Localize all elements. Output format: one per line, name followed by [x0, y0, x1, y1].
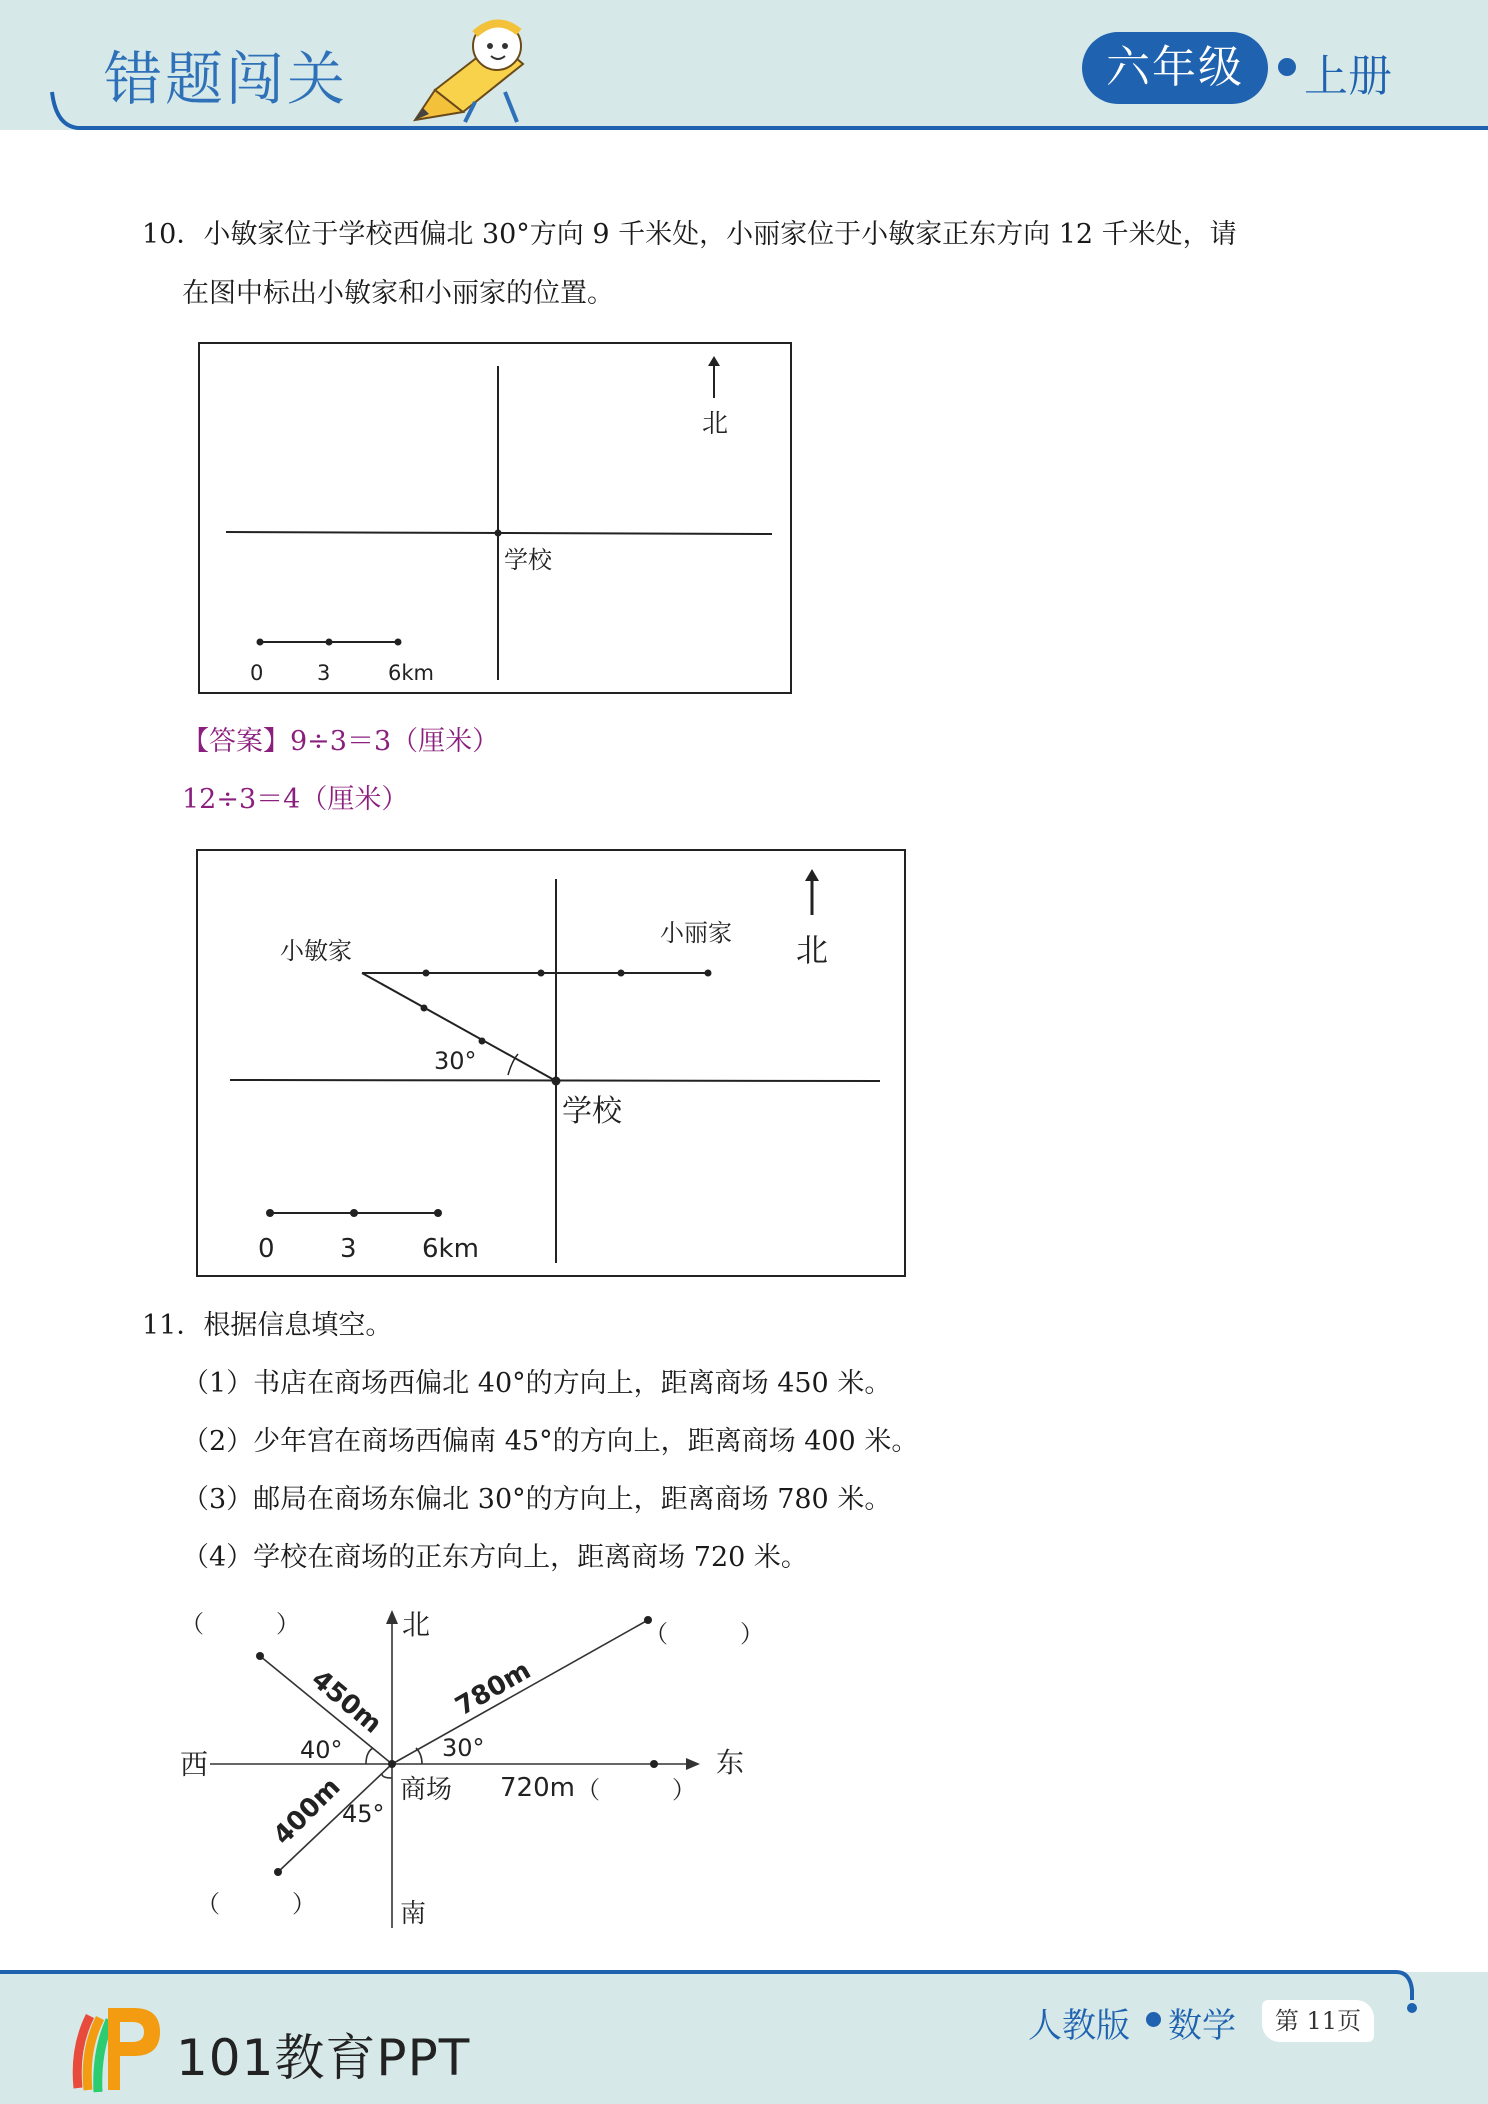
- q11-east-label: 东: [716, 1746, 745, 1779]
- page-number: 第 11页: [1262, 2000, 1374, 2042]
- map2-xiaomin-label: 小敏家: [280, 937, 352, 965]
- q11-item-3: （3）邮局在商场东偏北 30°的方向上，距离商场 780 米。: [182, 1484, 892, 1515]
- q11-item-2: （2）少年宫在商场西偏南 45°的方向上，距离商场 400 米。: [182, 1426, 919, 1457]
- q11-nw-distance: 450m: [305, 1664, 388, 1740]
- q11-blank-youthpalace: （ ）: [196, 1890, 316, 1918]
- q11-blank-school: （ ）: [576, 1776, 696, 1804]
- q11-e-distance: 720m: [500, 1773, 575, 1803]
- map1-school-dot: [495, 530, 502, 537]
- brand-name: 101教育PPT: [176, 2029, 471, 2087]
- q11-west-label: 西: [180, 1748, 209, 1781]
- map2-xiaoli-label: 小丽家: [660, 919, 732, 947]
- q11-south-label: 南: [400, 1899, 427, 1929]
- q11-title: 11．根据信息填空。: [142, 1310, 393, 1341]
- map1-scale-3: 3: [317, 661, 331, 685]
- pencil-mascot-icon: [405, 12, 555, 124]
- q11-direction-diagram: [170, 1598, 790, 1938]
- term-label: 上册: [1304, 51, 1392, 102]
- edition-label: 人教版: [1028, 2006, 1130, 2046]
- map2-scale-0: 0: [258, 1234, 275, 1264]
- q11-north-label: 北: [402, 1608, 431, 1641]
- map2-north-label: 北: [796, 931, 829, 969]
- q11-item-1: （1）书店在商场西偏北 40°的方向上，距离商场 450 米。: [182, 1368, 892, 1399]
- q11-blank-bookstore: （ ）: [180, 1610, 300, 1638]
- map2-scale-6km: 6km: [422, 1234, 479, 1264]
- map2-angle-label: 30°: [434, 1047, 477, 1075]
- map1-north-label: 北: [702, 409, 729, 439]
- q11-center-label: 商场: [400, 1775, 453, 1805]
- map2-school-label: 学校: [562, 1094, 622, 1129]
- q11-sw-angle: 45°: [342, 1800, 385, 1828]
- q11-item-4: （4）学校在商场的正东方向上，距离商场 720 米。: [182, 1542, 808, 1573]
- grade-badge: 六年级: [1082, 32, 1268, 104]
- map1-scale-6km: 6km: [388, 661, 434, 685]
- q11-sw-distance: 400m: [267, 1772, 347, 1851]
- q11-blank-postoffice: （ ）: [644, 1620, 764, 1648]
- header-dot: [1278, 58, 1296, 76]
- subject-label: 数学: [1168, 2006, 1236, 2046]
- q10-answer-map: [196, 849, 908, 1279]
- q10-line2: 在图中标出小敏家和小丽家的位置。: [182, 278, 614, 309]
- map2-school-dot: [552, 1077, 561, 1086]
- q11-ne-line: [392, 1620, 648, 1764]
- footer-dot: [1146, 2012, 1161, 2027]
- q11-ne-angle: 30°: [442, 1734, 485, 1762]
- q10-blank-map: [198, 342, 794, 696]
- map2-scale-3: 3: [340, 1234, 357, 1264]
- q11-center-dot: [388, 1760, 396, 1768]
- map1-scale-0: 0: [250, 661, 264, 685]
- brand-logo-icon: [68, 1998, 168, 2094]
- q10-line1: 10．小敏家位于学校西偏北 30°方向 9 千米处，小丽家位于小敏家正东方向 12 千米处，请: [142, 219, 1237, 250]
- header-title: 错题闯关: [104, 45, 349, 113]
- q11-nw-angle: 40°: [300, 1736, 343, 1764]
- q10-answer-line1: 【答案】9÷3＝3（厘米）: [182, 726, 500, 757]
- map1-school-label: 学校: [504, 546, 552, 574]
- q10-answer-line2: 12÷3＝4（厘米）: [182, 784, 409, 815]
- q11-ne-distance: 780m: [450, 1655, 536, 1723]
